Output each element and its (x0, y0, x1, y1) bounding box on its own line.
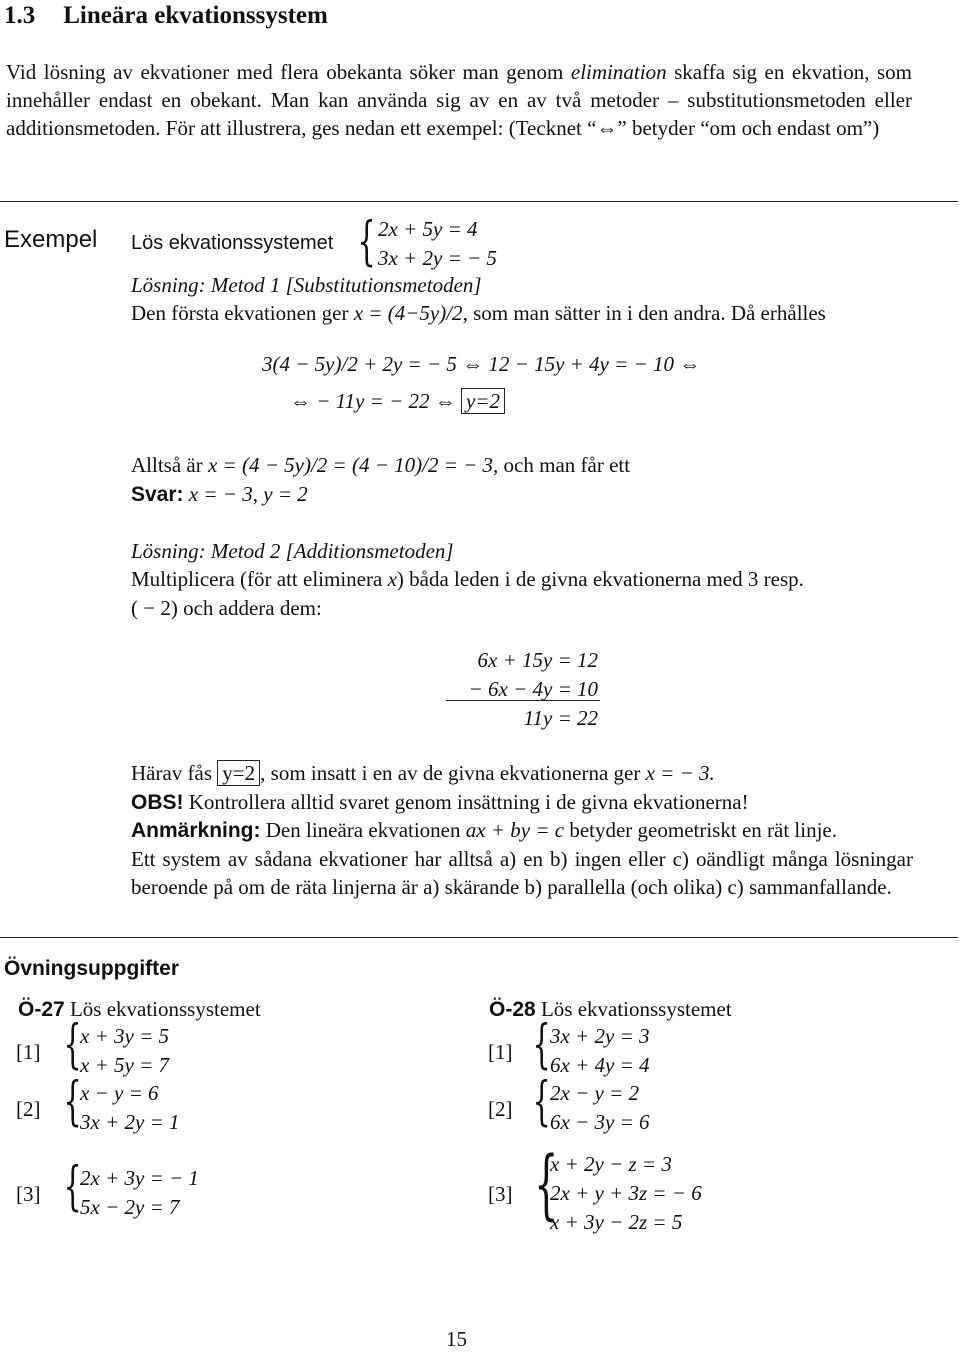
section-number: 1.3 (4, 2, 36, 29)
obs-line (131, 788, 749, 817)
o28-p3-eq3: x + 3y − 2z = 5 (550, 1210, 683, 1234)
anm-text-a: Den lineära ekvationen (260, 818, 466, 842)
o27-p1-eq2: x + 5y = 7 (80, 1053, 169, 1077)
method1-line-a: Den första ekvationen ger (131, 301, 354, 325)
system-eq-2: 3x + 2y = − 5 (378, 246, 497, 270)
alltsa-b: , och man får ett (493, 453, 631, 477)
add-eq-2: − 6x − 4y = 10 (468, 677, 598, 701)
exercise-o28-id: Ö-28 (489, 998, 536, 1021)
o27-p3-eq2: 5x − 2y = 7 (80, 1195, 180, 1219)
brace-icon: { (63, 1015, 82, 1075)
o28-p1-eq2: 6x + 4y = 4 (550, 1053, 650, 1077)
intro-italic: elimination (570, 60, 667, 84)
exercise-o27-id: Ö-27 (18, 998, 65, 1021)
example-label: Exempel (4, 226, 98, 253)
o28-p1-eq1: 3x + 2y = 3 (550, 1024, 650, 1048)
harav-b: , som insatt i en av de givna ekvationerna ger (260, 761, 646, 785)
alltsa-line (131, 451, 630, 479)
o28-p2-eq1: 2x − y = 2 (550, 1081, 639, 1105)
example-task (131, 229, 333, 257)
svar-label: Svar: (131, 483, 184, 506)
o27-part-3-system (80, 1164, 199, 1222)
o27-p1-eq1: x + 3y = 5 (80, 1024, 169, 1048)
mult-line-2: ( − 2) och addera dem: (131, 596, 322, 620)
boxed-answer-y: y=2 (461, 388, 505, 414)
anm-math: ax + by = c (465, 818, 565, 842)
o28-p2-eq2: 6x − 3y = 6 (550, 1110, 650, 1134)
page-number: 15 (446, 1327, 467, 1351)
method1-line (131, 299, 826, 327)
o28-part-2-system (550, 1079, 649, 1137)
example-task-text: Lös ekvationssystemet (131, 232, 334, 254)
exercises-heading: Övningsuppgifter (4, 957, 179, 980)
add-eq-1: 6x + 15y = 12 (477, 648, 598, 672)
brace-icon: { (532, 1015, 551, 1075)
harav-line (131, 759, 715, 787)
harav-boxed-answer: y=2 (217, 760, 260, 786)
mult-math: x (387, 567, 397, 591)
intro-text-2: skaffa sig en ekvation, som innehåller endast en obekant. Man kan använda sig av en av två metoder – substitutionsmetoden eller additionsmetoden. För att illustrera, ges nedan ett exempel: (Tecknet “⇔” betyder “om och endast om”) (6, 60, 912, 140)
add-eq-sum: 11y = 22 (523, 706, 598, 730)
o27-part-3-tag: [3] (16, 1182, 41, 1206)
intro-text-1: Vid lösning av ekvationer med flera obekanta söker man genom (6, 60, 571, 84)
addition-rule (446, 700, 600, 701)
obs-text: Kontrollera alltid svaret genom insättning i de givna ekvationerna! (183, 790, 749, 814)
mult-b: ) båda leden i de givna ekvationerna med 3 resp. (396, 567, 804, 591)
method1-heading: Lösning: Metod 1 [Substitutionsmetoden] (131, 273, 482, 297)
o28-part-3-tag: [3] (488, 1182, 513, 1206)
anm-text-b: betyder geometriskt en rät linje. (564, 818, 837, 842)
method2-heading: Lösning: Metod 2 [Additionsmetoden] (131, 539, 454, 563)
obs-label: OBS! (131, 791, 184, 814)
example-system (378, 215, 497, 273)
harav-a: Härav fås (131, 761, 218, 785)
exercise-o27-text: Lös ekvationssystemet (64, 997, 261, 1021)
alltsa-a: Alltså är (131, 453, 208, 477)
anm-line (131, 816, 837, 845)
o28-part-1-system (550, 1022, 649, 1080)
method1-line-math: x = (4−5y)/2 (353, 301, 463, 325)
mult-line-1 (131, 565, 804, 593)
o27-p3-eq1: 2x + 3y = − 1 (80, 1166, 199, 1190)
o27-p2-eq2: 3x + 2y = 1 (80, 1110, 180, 1134)
system-eq-1: 2x + 5y = 4 (378, 217, 478, 241)
o27-p2-eq1: x − y = 6 (80, 1081, 159, 1105)
section-title-text: Lineära ekvationssystem (63, 2, 328, 29)
brace-icon: { (63, 1157, 82, 1217)
brace-icon: { (534, 1139, 559, 1228)
anm-label: Anmärkning: (131, 819, 261, 842)
o27-part-2-system (80, 1079, 179, 1137)
o28-p3-eq2: 2x + y + 3z = − 6 (550, 1181, 702, 1205)
o28-part-2-tag: [2] (488, 1097, 513, 1121)
o28-part-3-system (550, 1150, 702, 1237)
calc-line-2-text: ⇔ − 11y = − 22 ⇔ (290, 389, 462, 413)
calc-line-2 (290, 387, 505, 415)
brace-icon: { (532, 1072, 551, 1132)
svar-math: x = − 3, y = 2 (183, 482, 308, 506)
divider-top (0, 201, 958, 202)
o27-part-1-tag: [1] (16, 1040, 41, 1064)
mult-a: Multiplicera (för att eliminera (131, 567, 388, 591)
calc-line-1: 3(4 − 5y)/2 + 2y = − 5 ⇔ 12 − 15y + 4y = − 10 ⇔ (262, 352, 701, 376)
method1-line-b: , som man sätter in i den andra. Då erhålles (462, 301, 826, 325)
o27-part-1-system (80, 1022, 169, 1080)
brace-icon: { (63, 1072, 82, 1132)
o27-part-2-tag: [2] (16, 1097, 41, 1121)
harav-math: x = − 3. (645, 761, 715, 785)
o28-p3-eq1: x + 2y − z = 3 (550, 1152, 672, 1176)
divider-bottom (0, 937, 958, 938)
exercise-o28-text: Lös ekvationssystemet (535, 997, 732, 1021)
exercise-o27-heading (18, 995, 261, 1024)
alltsa-math: x = (4 − 5y)/2 = (4 − 10)/2 = − 3 (207, 453, 494, 477)
o28-part-1-tag: [1] (488, 1040, 513, 1064)
section-title (4, 0, 328, 32)
svar-line (131, 480, 308, 509)
exercise-o28-heading (489, 995, 732, 1024)
anm-paragraph: Ett system av sådana ekvationer har alltså a) en b) ingen eller c) oändligt många lösningar beroende på om de räta linjerna är a) skärande b) parallella (och olika) c) sammanfallande. (131, 847, 913, 899)
brace-icon: { (357, 212, 376, 272)
addition-lines (448, 646, 598, 733)
intro-paragraph (6, 58, 912, 142)
